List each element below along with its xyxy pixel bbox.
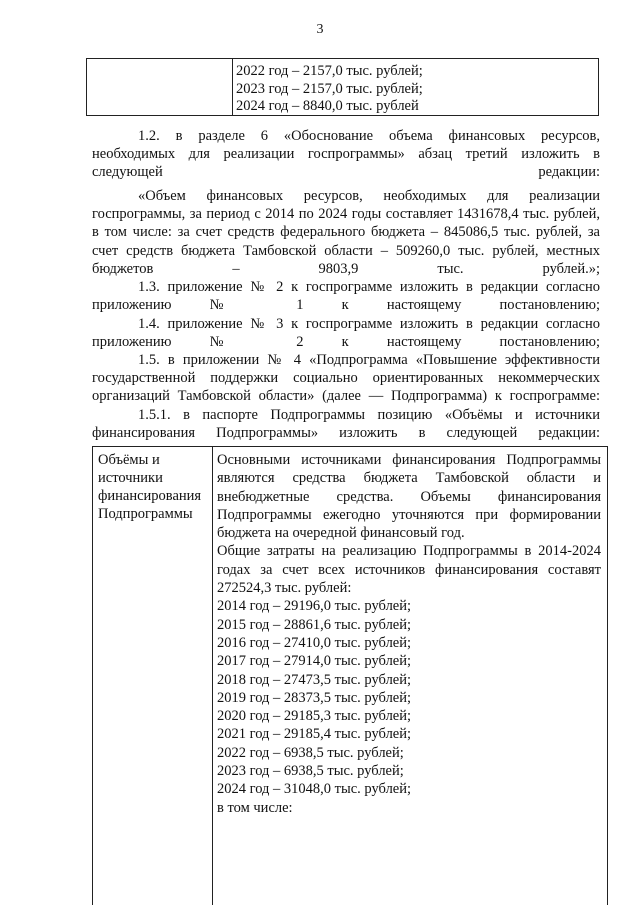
- bottom-table: [92, 446, 608, 905]
- year-line: 2023 год – 6938,5 тыс. рублей;: [217, 763, 404, 780]
- table-divider: [232, 59, 233, 115]
- year-line: 2016 год – 27410,0 тыс. рублей;: [217, 634, 412, 651]
- paragraph-1-2: 1.2. в разделе 6 «Обоснование объема финансовых ресурсов, необходимых для реализации госпрограммы» абзац третий изложить в следующей редакции:: [92, 128, 600, 181]
- year-line: 2024 год – 31048,0 тыс. рублей;: [217, 781, 412, 798]
- page-number: 3: [316, 22, 324, 37]
- top-table: [86, 58, 599, 116]
- top-table-right-cell: [236, 63, 423, 116]
- bottom-table-left-cell: [98, 451, 210, 523]
- left-cell-line: Объёмы и: [98, 452, 160, 468]
- table-divider: [212, 447, 213, 905]
- year-line: 2015 год – 28861,6 тыс. рублей;: [217, 616, 412, 633]
- year-line: 2022 год – 6938,5 тыс. рублей;: [217, 744, 404, 761]
- bottom-table-right-cell: [217, 451, 601, 817]
- year-line: 2014 год – 29196,0 тыс. рублей;: [217, 598, 412, 615]
- paragraph-1-5: 1.5. в приложении № 4 «Подпрограмма «Повышение эффективности государственной поддержки социально ориентированных некоммерческих организаций Тамбовской области» (далее — Подпрограмма) к госпрограмме:: [92, 352, 600, 405]
- year-line: 2019 год – 28373,5 тыс. рублей;: [217, 689, 412, 706]
- left-cell-line: Подпрограммы: [98, 506, 193, 522]
- year-line: 2022 год – 2157,0 тыс. рублей;: [236, 63, 423, 79]
- funding-sources-text: Основными источниками финансирования Подпрограммы являются средства бюджета Тамбовской области и внебюджетные средства. Объемы финансирования Подпрограммы ежегодно уточняются при формировании бюджета на очередной финансовый год.: [217, 452, 601, 542]
- paragraph-1-3: 1.3. приложение № 2 к госпрограмме изложить в редакции согласно приложению № 1 к настоящему постановлению;: [92, 279, 600, 314]
- year-line: 2024 год – 8840,0 тыс. рублей: [236, 98, 419, 114]
- paragraph-1-5-1: 1.5.1. в паспорте Подпрограммы позицию «Объёмы и источники финансирования Подпрограммы» изложить в следующей редакции:: [92, 407, 600, 442]
- year-line: 2021 год – 29185,4 тыс. рублей;: [217, 726, 412, 743]
- year-line: 2018 год – 27473,5 тыс. рублей;: [217, 671, 412, 688]
- year-line: 2020 год – 29185,3 тыс. рублей;: [217, 708, 412, 725]
- year-line: 2017 год – 27914,0 тыс. рублей;: [217, 653, 412, 670]
- left-cell-line: источники: [98, 470, 163, 486]
- paragraph-1-4: 1.4. приложение № 3 к госпрограмме изложить в редакции согласно приложению № 2 к настоящему постановлению;: [92, 316, 600, 351]
- paragraph-quote: «Объем финансовых ресурсов, необходимых для реализации госпрограммы, за период с 2014 по 2024 годы составляет 1431678,4 тыс. рублей, в том числе: за счет средств федерального бюджета – 845086,5 тыс. рублей, за счет средств бюджета Тамбовской области – 509260,0 тыс. рублей, местных бюджетов – 9803,9 тыс. рублей.»;: [92, 188, 600, 277]
- year-line: 2023 год – 2157,0 тыс. рублей;: [236, 80, 423, 97]
- in-that-number-line: в том числе:: [217, 799, 293, 816]
- left-cell-line: финансирования: [98, 488, 202, 504]
- total-costs-text: Общие затраты на реализацию Подпрограммы в 2014-2024 годах за счет всех источников финансирования составят 272524,3 тыс. рублей:: [217, 543, 601, 597]
